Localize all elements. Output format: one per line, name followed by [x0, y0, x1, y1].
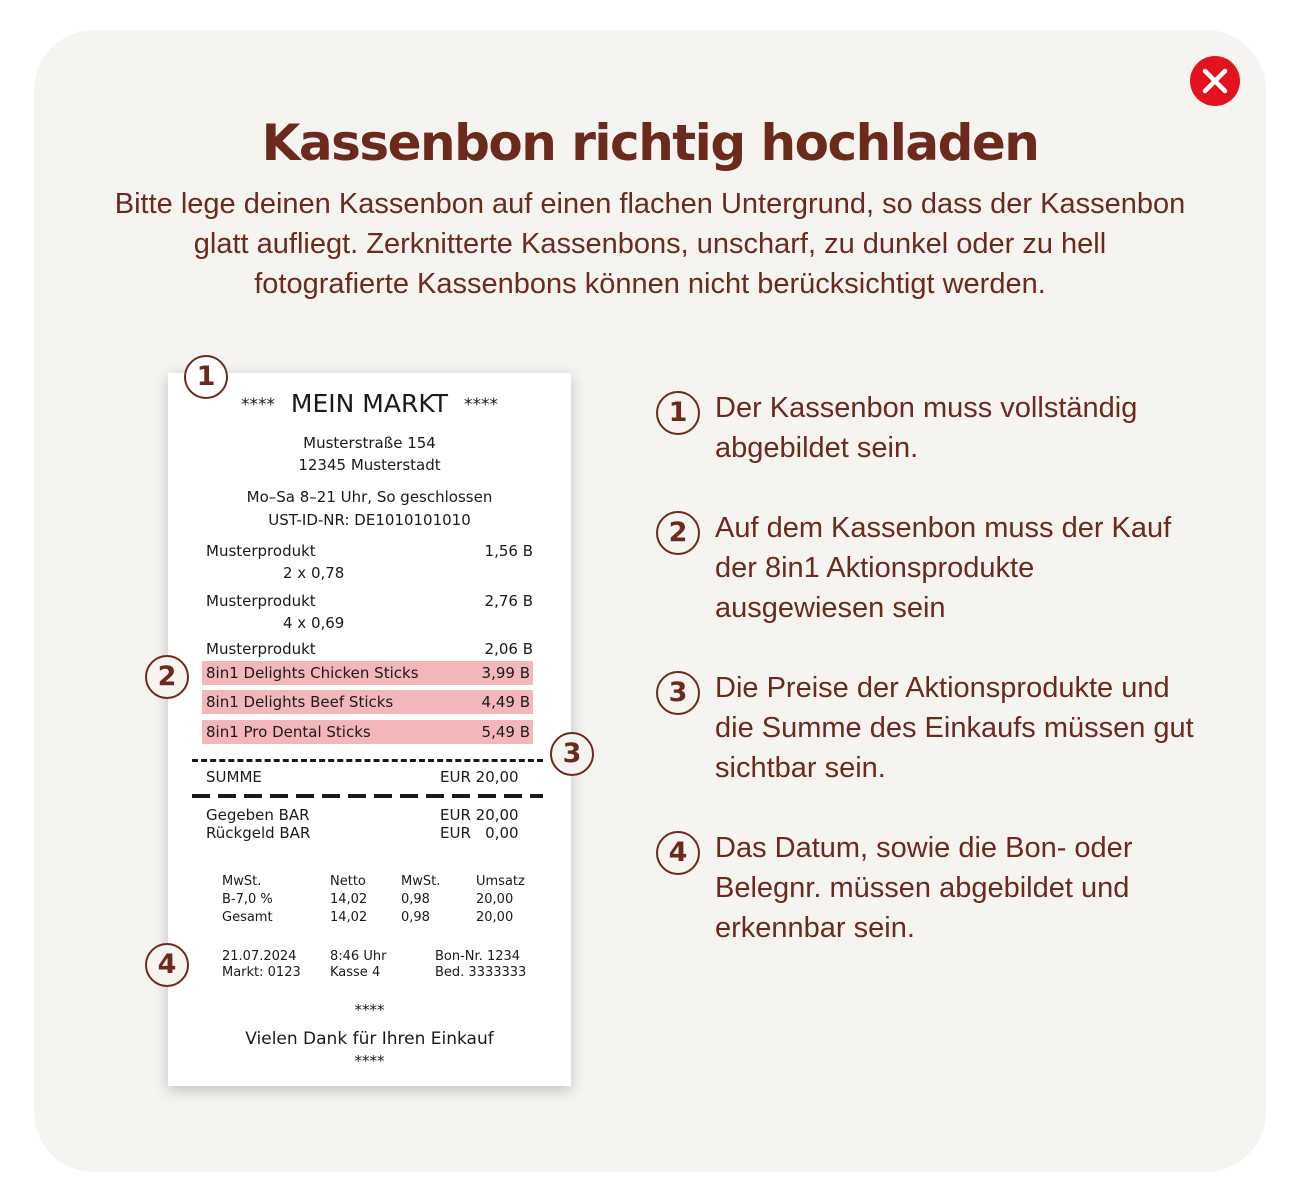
- item-qty: 4 x 0,69: [283, 614, 345, 632]
- receipt-date: 21.07.2024: [222, 949, 297, 964]
- store-hours: Mo–Sa 8–21 Uhr, So geschlossen: [246, 488, 493, 506]
- rule-number-badge: 3: [656, 671, 700, 715]
- promo-item-name: 8in1 Pro Dental Sticks: [206, 723, 371, 741]
- item-price: 2,06 B: [484, 640, 533, 658]
- receipt-time: 8:46 Uhr: [330, 949, 387, 964]
- marker-badge: 4: [145, 943, 189, 987]
- divider-thick-dashed: [192, 794, 543, 798]
- footer-stars: ****: [354, 1052, 385, 1070]
- tax-cell: B-7,0 %: [222, 892, 273, 907]
- marker-badge: 3: [550, 732, 594, 776]
- rule-line: der 8in1 Aktionsprodukte: [715, 552, 1035, 584]
- given-label: Gegeben BAR: [206, 806, 310, 824]
- sum-label: SUMME: [206, 768, 262, 786]
- rule-text: [715, 668, 1215, 788]
- intro-line: fotografierte Kassenbons können nicht berücksichtigt werden.: [254, 268, 1046, 300]
- intro-line: Bitte lege deinen Kassenbon auf einen flachen Untergrund, so dass der Kassenbon: [114, 188, 1186, 220]
- store-stars-right: ****: [464, 395, 499, 415]
- page-title: Kassenbon richtig hochladen: [261, 114, 1039, 172]
- rule-line: ausgewiesen sein: [715, 592, 946, 624]
- marker-badge: 2: [145, 655, 189, 699]
- rule-line: die Summe des Einkaufs müssen gut: [715, 712, 1194, 744]
- item-qty: 2 x 0,78: [283, 564, 345, 582]
- rule-line: Das Datum, sowie die Bon- oder: [715, 832, 1133, 864]
- given-value: EUR 20,00: [440, 806, 519, 824]
- tax-cell: Gesamt: [222, 910, 273, 925]
- item-name: Musterprodukt: [206, 542, 316, 560]
- rule-text: [715, 828, 1215, 948]
- promo-item-name: 8in1 Delights Beef Sticks: [206, 693, 394, 711]
- tax-header: MwSt.: [222, 874, 262, 889]
- tax-header: MwSt.: [401, 874, 441, 889]
- tax-header: Netto: [330, 874, 366, 889]
- footer-stars: ****: [354, 1001, 385, 1019]
- rule-line: Belegnr. müssen abgebildet und: [715, 872, 1130, 904]
- rule-number-badge: 1: [656, 391, 700, 435]
- rule-line: Auf dem Kassenbon muss der Kauf: [715, 512, 1172, 544]
- store-name: MEIN MARKT: [290, 389, 449, 418]
- rule-number-badge: 2: [656, 511, 700, 555]
- item-price: 2,76 B: [484, 592, 533, 610]
- receipt-illustration: [168, 373, 571, 1086]
- tax-cell: 0,98: [401, 892, 430, 907]
- sum-value: EUR 20,00: [440, 768, 519, 786]
- intro-line: glatt aufliegt. Zerknitterte Kassenbons, unscharf, zu dunkel oder zu hell: [193, 228, 1107, 260]
- tax-header: Umsatz: [476, 874, 525, 889]
- receipt-operator: Bed. 3333333: [435, 965, 527, 980]
- thank-you-text: Vielen Dank für Ihren Einkauf: [245, 1029, 494, 1049]
- store-stars-left: ****: [240, 395, 275, 415]
- receipt-bon-nr: Bon-Nr. 1234: [435, 949, 521, 964]
- store-header: [168, 389, 571, 418]
- promo-item-price: 5,49 B: [481, 723, 530, 741]
- rule-text: [715, 508, 1215, 628]
- intro-text: [100, 184, 1200, 304]
- tax-cell: 20,00: [476, 892, 514, 907]
- promo-item-price: 3,99 B: [481, 664, 530, 682]
- tax-cell: 0,98: [401, 910, 430, 925]
- rule-line: sichtbar sein.: [715, 752, 886, 784]
- change-value: EUR 0,00: [440, 824, 519, 842]
- item-name: Musterprodukt: [206, 640, 316, 658]
- item-price: 1,56 B: [484, 542, 533, 560]
- change-label: Rückgeld BAR: [206, 824, 311, 842]
- tax-cell: 20,00: [476, 910, 514, 925]
- item-name: Musterprodukt: [206, 592, 316, 610]
- rule-line: Der Kassenbon muss vollständig: [715, 392, 1138, 424]
- promo-item-name: 8in1 Delights Chicken Sticks: [206, 664, 419, 682]
- promo-item-price: 4,49 B: [481, 693, 530, 711]
- rule-line: abgebildet sein.: [715, 432, 919, 464]
- rule-text: [715, 388, 1215, 468]
- rule-number-badge: 4: [656, 831, 700, 875]
- marker-badge: 1: [184, 355, 228, 399]
- promo-item-highlight: [202, 661, 533, 685]
- close-button[interactable]: [1190, 56, 1240, 106]
- rule-line: erkennbar sein.: [715, 912, 915, 944]
- tax-cell: 14,02: [330, 910, 368, 925]
- receipt-market: Markt: 0123: [222, 965, 301, 980]
- store-street: Musterstraße 154: [303, 434, 436, 452]
- close-icon: [1190, 56, 1240, 106]
- divider-dashed: [192, 759, 543, 762]
- receipt-register: Kasse 4: [330, 965, 381, 980]
- tax-cell: 14,02: [330, 892, 368, 907]
- store-vat-id: UST-ID-NR: DE1010101010: [268, 511, 471, 529]
- rule-line: Die Preise der Aktionsprodukte und: [715, 672, 1170, 704]
- promo-item-highlight: [202, 720, 533, 744]
- store-city: 12345 Musterstadt: [298, 456, 441, 474]
- promo-item-highlight: [202, 690, 533, 714]
